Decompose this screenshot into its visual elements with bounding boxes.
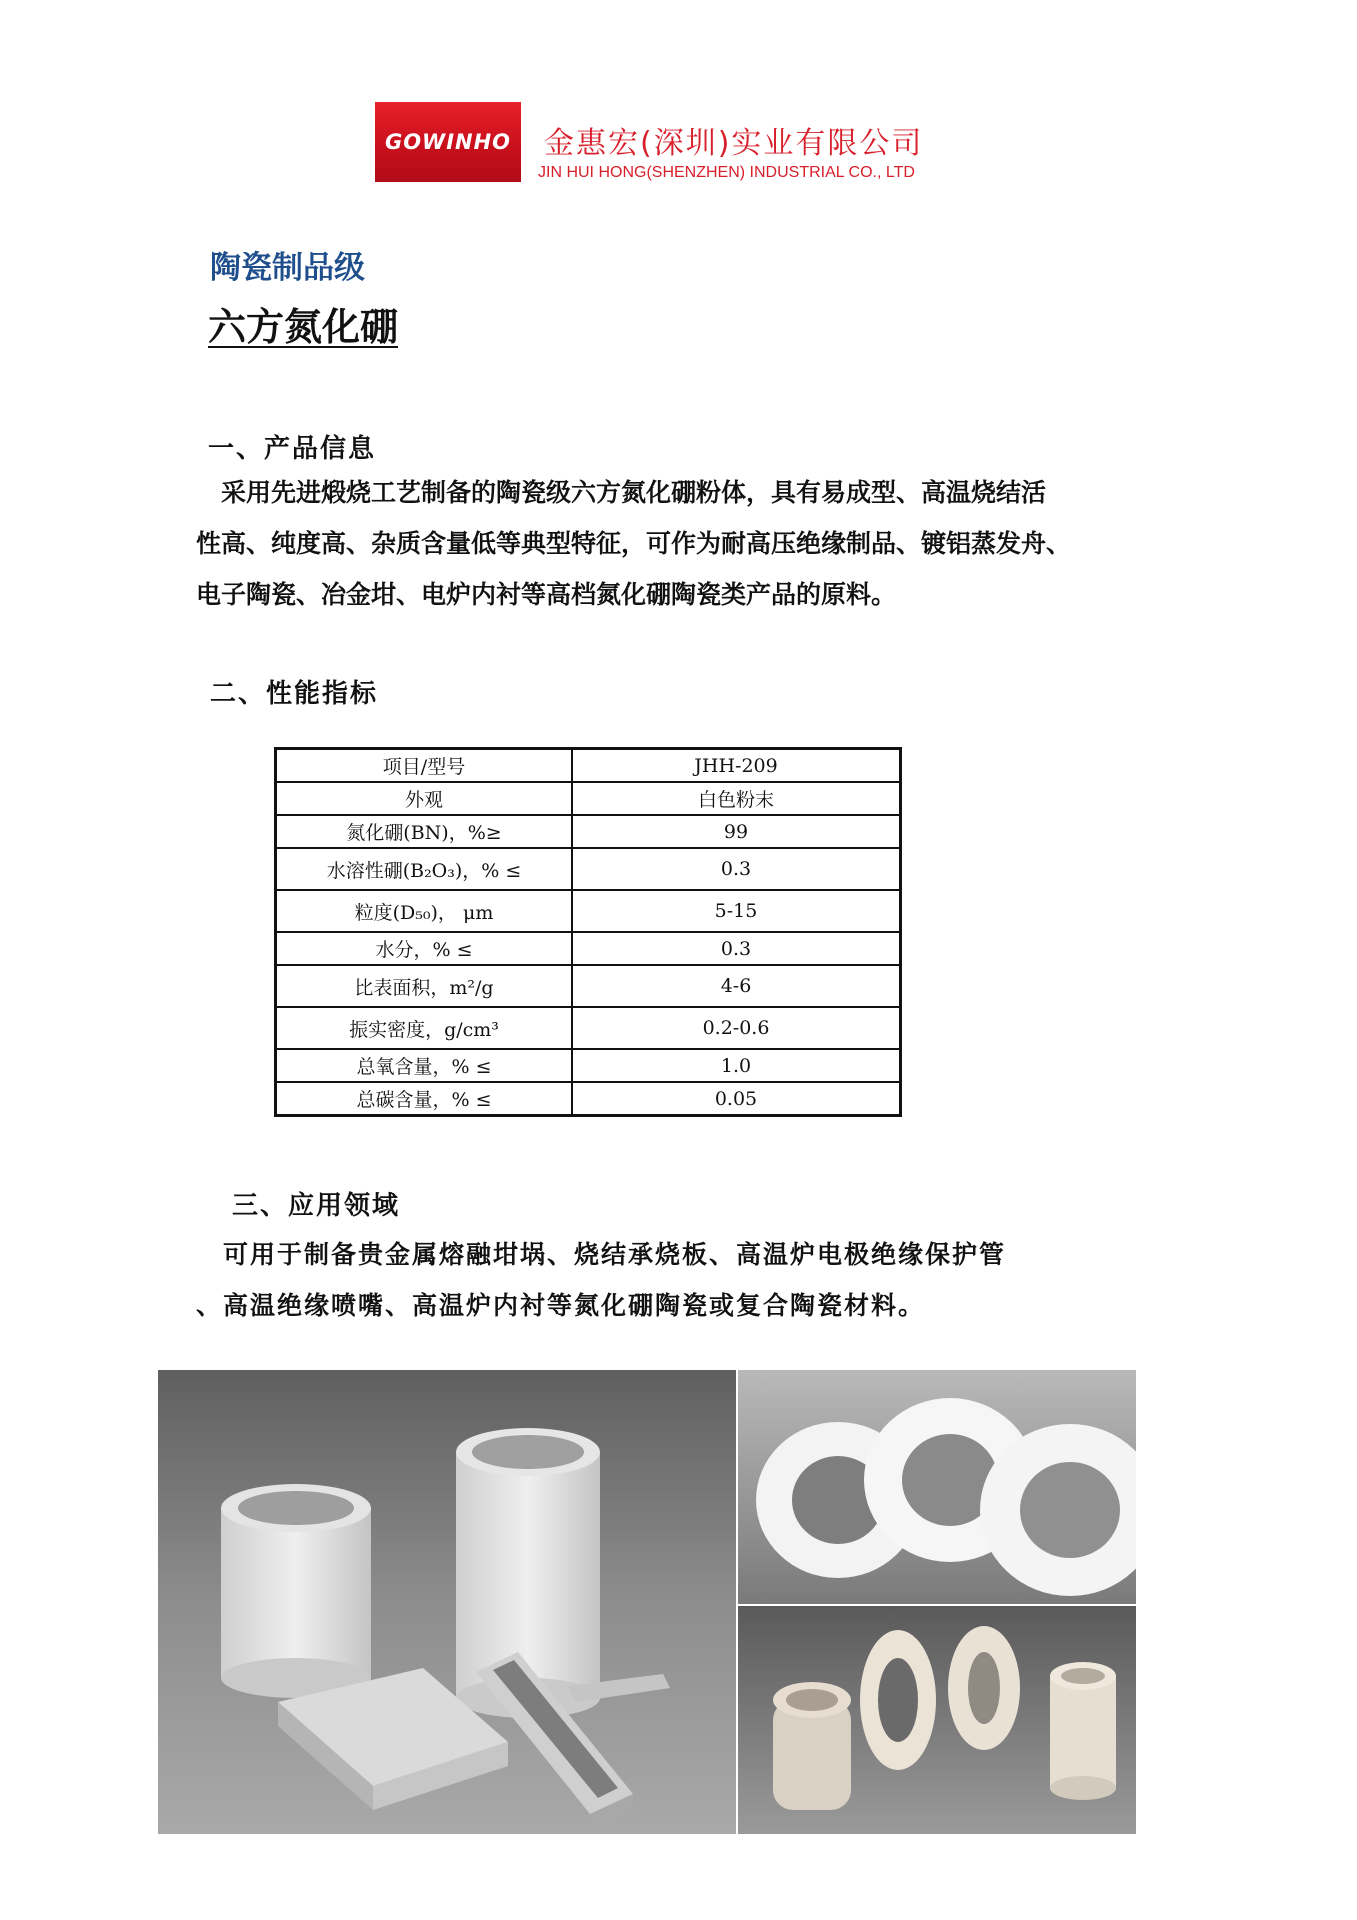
table-cell-property: 氮化硼(BN)，%≥: [276, 815, 573, 848]
photo-tubes-and-boats: [158, 1370, 736, 1834]
table-cell-property: 总碳含量，% ≤: [276, 1082, 573, 1116]
table-cell-property: 外观: [276, 782, 573, 815]
paragraph-line: 电子陶瓷、冶金坩、电炉内衬等高档氮化硼陶瓷类产品的原料。: [196, 580, 897, 609]
table-cell-property: 振实密度，g/cm³: [276, 1007, 573, 1049]
photo-sleeves: [738, 1606, 1136, 1834]
paragraph-line: 、高温绝缘喷嘴、高温炉内衬等氮化硼陶瓷或复合陶瓷材料。: [196, 1291, 926, 1320]
table-cell-value: 0.3: [572, 848, 901, 890]
product-title: 六方氮化硼: [208, 305, 399, 349]
section-heading-specs: 二、性能指标: [210, 679, 379, 709]
table-row: [276, 1049, 901, 1082]
table-row: [276, 848, 901, 890]
table-cell-property: 总氧含量，% ≤: [276, 1049, 573, 1082]
logo-text: GOWINHO: [384, 130, 512, 154]
table-cell-value: 1.0: [572, 1049, 901, 1082]
section-heading-applications: 三、应用领域: [232, 1191, 401, 1221]
table-header-row: [276, 749, 901, 783]
table-cell-value: 0.2-0.6: [572, 1007, 901, 1049]
table-cell-property: 水溶性硼(B₂O₃)，% ≤: [276, 848, 573, 890]
table-cell-value: 0.3: [572, 932, 901, 965]
section-heading-product-info: 一、产品信息: [208, 434, 377, 464]
table-cell-value: 4-6: [572, 965, 901, 1007]
table-row: [276, 890, 901, 932]
applications-paragraph: [196, 1229, 1186, 1331]
table-cell-value: 5-15: [572, 890, 901, 932]
company-logo: [375, 102, 521, 182]
table-header-cell: 项目/型号: [276, 749, 573, 783]
product-info-paragraph: [196, 467, 1166, 620]
spec-table: [274, 747, 902, 1117]
table-cell-property: 水分，% ≤: [276, 932, 573, 965]
table-cell-value: 0.05: [572, 1082, 901, 1116]
table-row: [276, 815, 901, 848]
photo-rings: [738, 1370, 1136, 1604]
paragraph-line: 可用于制备贵金属熔融坩埚、烧结承烧板、高温炉电极绝缘保护管: [196, 1240, 1007, 1269]
product-grade-subtitle: 陶瓷制品级: [210, 250, 365, 286]
paragraph-line: 采用先进煅烧工艺制备的陶瓷级六方氮化硼粉体，具有易成型、高温烧结活: [196, 478, 1047, 507]
table-cell-value: 白色粉末: [572, 782, 901, 815]
product-photos: [158, 1370, 1136, 1834]
table-header-cell: JHH-209: [572, 749, 901, 783]
table-cell-property: 比表面积，m²/g: [276, 965, 573, 1007]
table-row: [276, 782, 901, 815]
table-row: [276, 1082, 901, 1116]
table-cell-value: 99: [572, 815, 901, 848]
paragraph-line: 性高、纯度高、杂质含量低等典型特征，可作为耐高压绝缘制品、镀铝蒸发舟、: [196, 529, 1072, 558]
table-row: [276, 932, 901, 965]
company-name-en: JIN HUI HONG(SHENZHEN) INDUSTRIAL CO., LTD: [538, 164, 915, 181]
table-row: [276, 1007, 901, 1049]
table-row: [276, 965, 901, 1007]
company-name-cn: 金惠宏(深圳)实业有限公司: [544, 126, 924, 161]
table-cell-property: 粒度(D₅₀)， μm: [276, 890, 573, 932]
